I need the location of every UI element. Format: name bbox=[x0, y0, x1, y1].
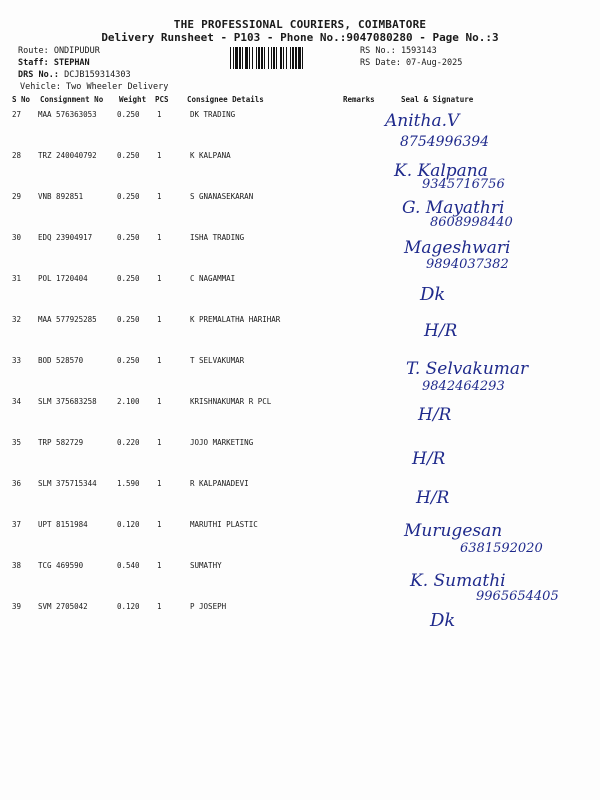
rs-date: RS Date: 07-Aug-2025 bbox=[360, 58, 463, 68]
row-consignee: ISHA TRADING bbox=[190, 233, 245, 242]
row-pcs: 1 bbox=[157, 151, 162, 160]
row-sno: 31 bbox=[12, 274, 22, 283]
signature-29-name: G. Mayathri bbox=[402, 198, 505, 218]
row-consignment: UPT 8151984 bbox=[38, 520, 88, 529]
row-weight: 1.590 bbox=[117, 479, 140, 488]
barcode-icon bbox=[230, 47, 352, 69]
row-weight: 0.120 bbox=[117, 520, 140, 529]
row-consignment: POL 1720404 bbox=[38, 274, 88, 283]
row-pcs: 1 bbox=[157, 356, 162, 365]
col-header-weight: Weight bbox=[119, 95, 147, 104]
row-weight: 0.540 bbox=[117, 561, 140, 570]
row-sno: 27 bbox=[12, 110, 22, 119]
row-consignee: C NAGAMMAI bbox=[190, 274, 236, 283]
document-title: THE PROFESSIONAL COURIERS, COIMBATORE bbox=[173, 18, 427, 31]
rs-number: RS No.: 1593143 bbox=[360, 46, 437, 56]
row-consignment: MAA 576363053 bbox=[38, 110, 97, 119]
row-sno: 37 bbox=[12, 520, 22, 529]
signature-30-name: Mageshwari bbox=[404, 238, 511, 258]
row-pcs: 1 bbox=[157, 274, 162, 283]
row-weight: 0.250 bbox=[117, 233, 140, 242]
row-consignment: TRZ 240040792 bbox=[38, 151, 97, 160]
row-consignment: TRP 582729 bbox=[38, 438, 84, 447]
drs-line bbox=[18, 69, 168, 81]
row-pcs: 1 bbox=[157, 520, 162, 529]
signature-38-name: K. Sumathi bbox=[410, 571, 506, 591]
staff-label: Staff: bbox=[18, 58, 49, 68]
row-consignee: KRISHNAKUMAR R PCL bbox=[190, 397, 272, 406]
row-sno: 30 bbox=[12, 233, 22, 242]
row-consignee: JOJO MARKETING bbox=[190, 438, 254, 447]
row-sno: 29 bbox=[12, 192, 22, 201]
signature-27-name: Anitha.V bbox=[385, 111, 460, 131]
row-sno: 39 bbox=[12, 602, 22, 611]
signature-36-mark: H/R bbox=[416, 488, 450, 508]
meta-left bbox=[18, 45, 168, 93]
row-consignee: K PREMALATHA HARIHAR bbox=[190, 315, 281, 324]
row-consignee: T SELVAKUMAR bbox=[190, 356, 245, 365]
row-consignee: SUMATHY bbox=[190, 561, 222, 570]
row-weight: 0.250 bbox=[117, 192, 140, 201]
staff-line bbox=[18, 57, 168, 69]
row-weight: 0.250 bbox=[117, 274, 140, 283]
signature-34-mark: H/R bbox=[418, 405, 452, 425]
row-weight: 0.250 bbox=[117, 356, 140, 365]
row-sno: 34 bbox=[12, 397, 22, 406]
row-pcs: 1 bbox=[157, 192, 162, 201]
row-pcs: 1 bbox=[157, 397, 162, 406]
signature-29-phone: 8608998440 bbox=[430, 215, 513, 230]
vehicle-line: Vehicle: Two Wheeler Delivery bbox=[20, 82, 169, 92]
signature-37-phone: 6381592020 bbox=[460, 541, 543, 556]
route-line: Route: ONDIPUDUR bbox=[18, 46, 100, 56]
row-pcs: 1 bbox=[157, 233, 162, 242]
signature-32-mark: H/R bbox=[424, 321, 458, 341]
row-consignment: SLM 375715344 bbox=[38, 479, 97, 488]
staff-value: STEPHAN bbox=[53, 58, 90, 68]
row-weight: 2.100 bbox=[117, 397, 140, 406]
document-subtitle: Delivery Runsheet - P103 - Phone No.:9047080280 - Page No.:3 bbox=[101, 31, 499, 44]
signature-28-phone: 9345716756 bbox=[422, 177, 505, 192]
row-weight: 0.220 bbox=[117, 438, 140, 447]
row-consignee: S GNANASEKARAN bbox=[190, 192, 254, 201]
row-pcs: 1 bbox=[157, 110, 162, 119]
col-header-consignee: Consignee Details bbox=[187, 95, 264, 104]
row-sno: 32 bbox=[12, 315, 22, 324]
signature-28-name: K. Kalpana bbox=[394, 161, 488, 181]
signature-37-name: Murugesan bbox=[404, 521, 503, 541]
signature-35-mark: H/R bbox=[412, 449, 446, 469]
row-sno: 33 bbox=[12, 356, 22, 365]
col-header-consignment: Consignment No bbox=[40, 95, 104, 104]
row-consignee: R KALPANADEVI bbox=[190, 479, 249, 488]
signature-27-phone: 8754996394 bbox=[400, 134, 490, 150]
col-header-seal: Seal & Signature bbox=[401, 95, 474, 104]
drs-label: DRS No.: bbox=[18, 70, 59, 80]
row-weight: 0.250 bbox=[117, 151, 140, 160]
row-consignment: EDQ 23904917 bbox=[38, 233, 93, 242]
row-sno: 28 bbox=[12, 151, 22, 160]
row-pcs: 1 bbox=[157, 438, 162, 447]
col-header-remarks: Remarks bbox=[343, 95, 375, 104]
row-consignee: P JOSEPH bbox=[190, 602, 227, 611]
row-pcs: 1 bbox=[157, 315, 162, 324]
row-consignment: BOD 528570 bbox=[38, 356, 84, 365]
row-consignment: SVM 2705042 bbox=[38, 602, 88, 611]
col-header-pcs: PCS bbox=[155, 95, 169, 104]
row-pcs: 1 bbox=[157, 602, 162, 611]
signature-39-mark: Dk bbox=[430, 610, 456, 631]
signature-column bbox=[380, 108, 590, 648]
col-header-sno: S No bbox=[12, 95, 31, 104]
signature-30-phone: 9894037382 bbox=[426, 257, 509, 272]
signature-38-phone: 9965654405 bbox=[476, 589, 559, 604]
row-pcs: 1 bbox=[157, 561, 162, 570]
row-weight: 0.250 bbox=[117, 110, 140, 119]
signature-33-phone: 9842464293 bbox=[422, 379, 505, 394]
row-consignment: MAA 577925285 bbox=[38, 315, 97, 324]
row-consignment: TCG 469590 bbox=[38, 561, 84, 570]
row-sno: 36 bbox=[12, 479, 22, 488]
row-consignee: MARUTHI PLASTIC bbox=[190, 520, 258, 529]
row-sno: 35 bbox=[12, 438, 22, 447]
row-weight: 0.250 bbox=[117, 315, 140, 324]
row-consignment: SLM 375683258 bbox=[38, 397, 97, 406]
row-pcs: 1 bbox=[157, 479, 162, 488]
row-consignee: DK TRADING bbox=[190, 110, 236, 119]
row-weight: 0.120 bbox=[117, 602, 140, 611]
row-sno: 38 bbox=[12, 561, 22, 570]
drs-value: DCJB159314303 bbox=[64, 70, 131, 80]
meta-right bbox=[360, 45, 462, 69]
signature-31-mark: Dk bbox=[420, 284, 446, 305]
signature-33-name: T. Selvakumar bbox=[406, 359, 529, 379]
row-consignment: VNB 892851 bbox=[38, 192, 84, 201]
row-consignee: K KALPANA bbox=[190, 151, 231, 160]
